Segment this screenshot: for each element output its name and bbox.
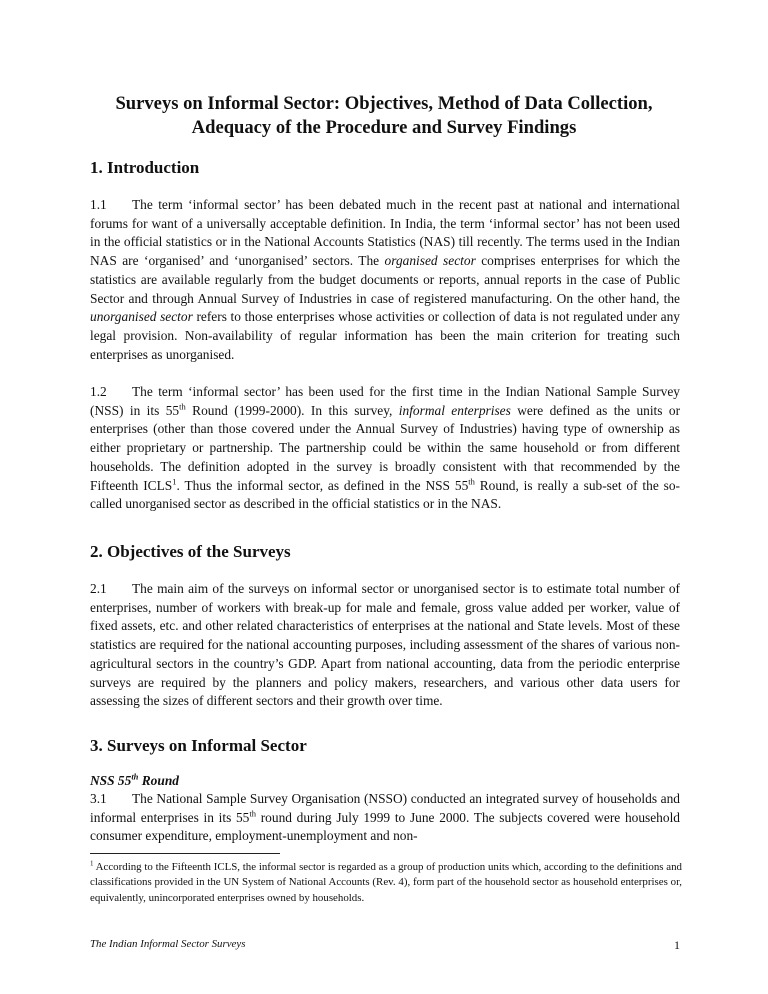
paragraph-text: . Thus the informal sector, as defined in the NSS 55: [176, 477, 469, 493]
footnote-mark: 1: [90, 859, 94, 868]
paragraph-text: The term ‘informal sector’ has been debated much in the recent past at national and international forums for want of a universally acceptable definition. In India, the term ‘informal sector’ has not been used in the official statistics or in the National Accounts Statistics (NAS) till recently. The terms used in the Indian NAS are ‘organised’ and ‘unorganised’ sectors. The: [90, 197, 680, 269]
paragraph-text: The National Sample Survey Organisation (NSSO) conducted an integrated survey of households and informal enterprises in its 55: [90, 791, 680, 825]
superscript: th: [249, 808, 257, 819]
footnote-ref: 1: [172, 476, 177, 487]
paragraph-number: 2.1: [90, 581, 107, 596]
footnote-text: According to the Fifteenth ICLS, the informal sector is regarded as a group of production units which, according to the definitions and classifications provided in the UN System of National Accounts (Rev. 4), form part of the household sector as household enterprises or, equivalently, unincorporated enterprises owned by households.: [90, 861, 682, 904]
page-number: 1: [674, 938, 680, 952]
italic-term: informal enterprises: [398, 402, 511, 418]
paragraph-1-1: [90, 196, 680, 364]
italic-term: organised sector: [384, 253, 476, 269]
paragraph-text: comprises enterprises for which the statistics are available regularly from the budget documents or reports, annual reports in the case of Public Sector and through Annual Survey of Industries in case of registered manufacturing. On the other hand, the: [90, 253, 680, 306]
paragraph-number: 1.1: [90, 197, 107, 212]
section-heading-surveys: 3. Surveys on Informal Sector: [90, 736, 307, 755]
footer-title: The Indian Informal Sector Surveys: [90, 938, 246, 950]
title-line-1: Surveys on Informal Sector: Objectives, Method of Data Collection,: [115, 93, 653, 114]
paragraph-number: 3.1: [90, 791, 107, 806]
subheading-text: NSS 55: [90, 773, 132, 788]
paragraph-text: were defined as the units or enterprises (other than those covered under the Annual Survey of Industries) having type of ownership as either proprietary or partnership. The partnership could be within the same household or from different households. The definition adopted in the survey is broadly consistent with that recommended by the Fifteenth ICLS: [90, 402, 681, 493]
section-heading-introduction: 1. Introduction: [90, 158, 200, 177]
paragraph-2-1: [90, 580, 680, 711]
italic-term: unorganised sector: [90, 309, 193, 325]
paragraph-text: The main aim of the surveys on informal sector or unorganised sector is to estimate total number of enterprises, number of workers with break-up for male and female, gross value added per worker, value of fixed assets, etc. and other related characteristics of enterprises at the national and State levels. Most of these statistics are required for the national accounting purposes, including assessment of the shares of various non-agricultural sectors in the country’s GDP. Apart from national accounting, data from the periodic enterprise surveys are required by the planners and policy makers, researchers, and various other data users for assessing the sizes of different sectors and their growth over time.: [90, 581, 680, 709]
paragraph-number: 1.2: [90, 384, 107, 399]
paragraph-text: Round, is really a sub-set of the so-called unorganised sector as described in the official statistics or in the NAS.: [90, 477, 681, 512]
paragraph-text: Round (1999-2000). In this survey,: [185, 402, 399, 418]
superscript: th: [179, 401, 186, 412]
footnote-divider: [90, 853, 280, 854]
document-title: [60, 92, 708, 140]
paragraph-3-1: [90, 790, 680, 846]
paragraph-text: refers to those enterprises whose activities or collection of data is not regulated under any legal provision. Non-availability of regular information has been the main criterion for treating such enterprises as unorganised.: [90, 309, 680, 362]
title-line-2: Adequacy of the Procedure and Survey Findings: [191, 117, 577, 138]
paragraph-text: round during July 1999 to June 2000. The subjects covered were household consumer expenditure, employment-unemployment and non-: [90, 809, 680, 844]
paragraph-1-2: [90, 383, 680, 514]
superscript: th: [468, 476, 475, 487]
section-heading-objectives: 2. Objectives of the Surveys: [90, 542, 291, 561]
subsection-heading-nss55: [90, 772, 179, 790]
footnote: [90, 860, 682, 906]
subheading-text: Round: [138, 773, 179, 788]
superscript: th: [131, 771, 139, 782]
paragraph-text: The term ‘informal sector’ has been used for the first time in the Indian National Sample Survey (NSS) in its 55: [90, 384, 680, 418]
